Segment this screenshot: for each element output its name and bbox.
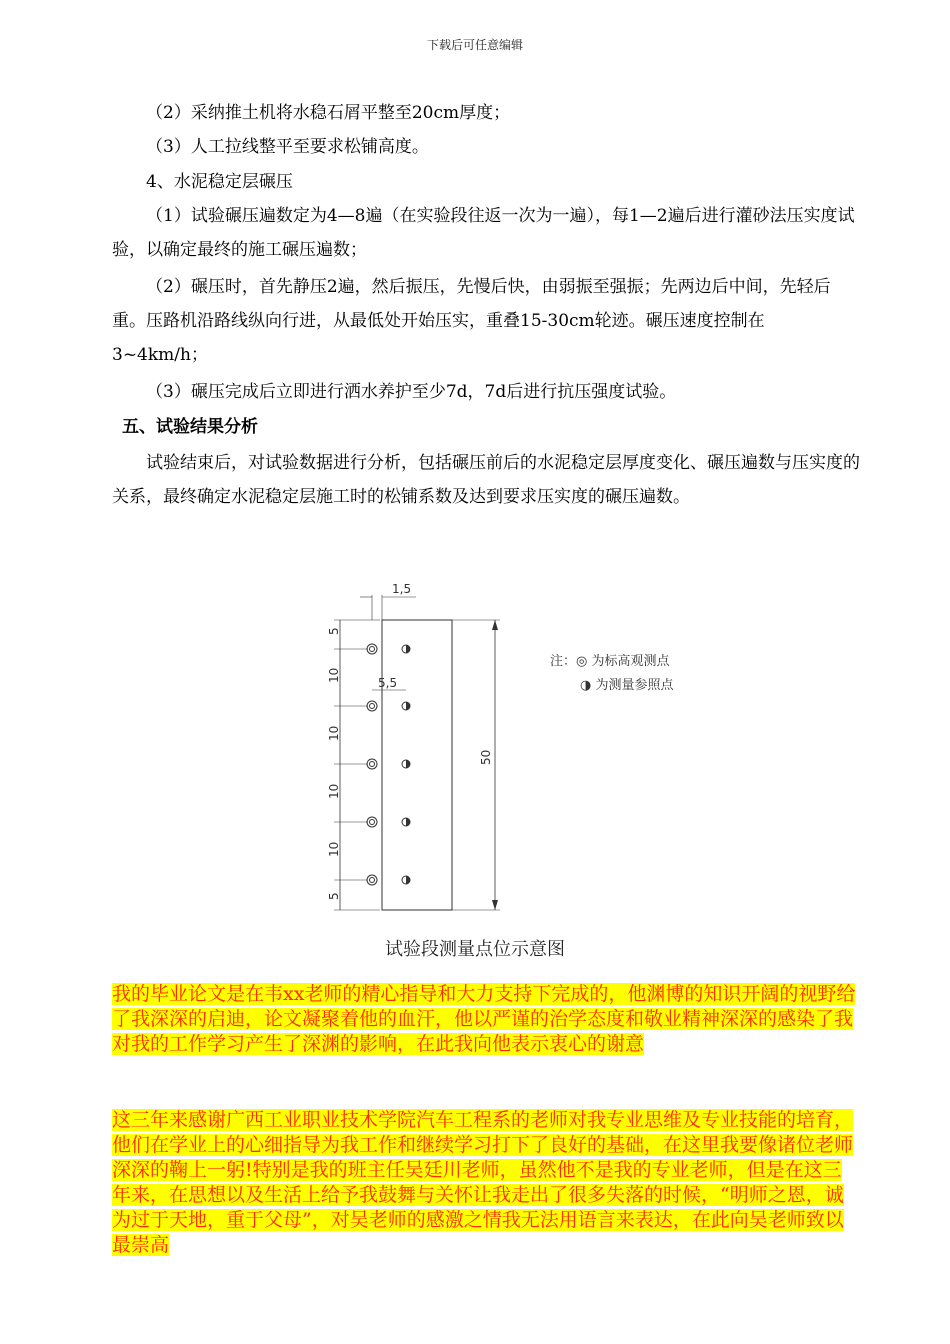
paragraph-compaction-3: （3）碾压完成后立即进行洒水养护至少7d，7d后进行抗压强度试验。 — [146, 382, 677, 402]
dim-left-4: 10 — [327, 783, 341, 799]
legend-half-text: 为测量参照点 — [595, 678, 674, 693]
elevation-point-inner-5 — [370, 878, 375, 883]
elevation-point-5 — [367, 875, 377, 885]
section-body: 试验结束后，对试验数据进行分析，包括碾压前后的水泥稳定层厚度变化、碾压遍数与压实度的关系，最终确定水泥稳定层施工时的松铺系数及达到要求压实度的碾压遍数。 — [112, 453, 860, 507]
subheading-compaction: 4、水泥稳定层碾压 — [146, 172, 293, 192]
dim-inner: 5,5 — [378, 676, 398, 690]
elevation-point-inner-2 — [370, 704, 375, 709]
paragraph-step-3: （3）人工拉线整平至要求松铺高度。 — [146, 137, 429, 157]
dim-left-5: 10 — [327, 841, 341, 857]
dim-total: 50 — [479, 749, 493, 765]
elevation-point-3 — [367, 759, 377, 769]
dim-left-2: 10 — [327, 667, 341, 683]
measurement-point-diagram — [320, 575, 740, 920]
paragraph-compaction-1: （1）试验碾压遍数定为4—8遍（在实验段往返一次为一遍），每1—2遍后进行灌砂法压实度试验，以确定最终的施工碾压遍数； — [112, 206, 855, 260]
elevation-point-inner-1 — [370, 647, 375, 652]
dim-left-3: 10 — [327, 725, 341, 741]
legend-prefix: 注： — [550, 654, 577, 669]
legend — [550, 650, 674, 698]
dim-top: 1,5 — [392, 582, 412, 596]
legend-half-row — [550, 674, 674, 698]
elevation-point-inner-3 — [370, 762, 375, 767]
elevation-point-4 — [367, 817, 377, 827]
section-heading: 五、试验结果分析 — [122, 417, 258, 437]
elevation-point-inner-4 — [370, 820, 375, 825]
elevation-point-icon: ◎ — [576, 654, 588, 669]
dim-left-6: 5 — [327, 892, 341, 900]
highlight-text-2: 这三年来感谢广西工业职业技术学院汽车工程系的老师对我专业思维及专业技能的培育，他们在学业上的心细指导为我工作和继续学习打下了良好的基础，在这里我要像诸位老师深深的鞠上一躬!特别是我的班主任吴廷川老师，虽然他不是我的专业老师，但是在这三年来，在思想以及生活上给予我鼓舞与关怀让我走出了很多失落的时候，“明师之恩，诚为过于天地，重于父母”，对吴老师的感激之情我无法用语言来表达，在此向吴老师致以最崇高 — [112, 1109, 854, 1256]
paragraph-compaction-2: （2）碾压时，首先静压2遍，然后振压，先慢后快，由弱振至强振；先两边后中间，先轻后重。压路机沿路线纵向行进，从最低处开始压实，重叠15-30cm轮迹。碾压速度控制在3~4km/h； — [112, 277, 831, 365]
elevation-point-2 — [367, 701, 377, 711]
figure-caption: 试验段测量点位示意图 — [385, 939, 565, 960]
elevation-point-1 — [367, 644, 377, 654]
legend-circle-row — [550, 650, 674, 674]
dim-left-1: 5 — [327, 627, 341, 635]
test-section-outline — [382, 620, 452, 910]
acknowledgement-paragraph-2 — [112, 1108, 860, 1258]
legend-circle-text: 为标高观测点 — [591, 654, 670, 669]
acknowledgement-paragraph-1 — [112, 982, 860, 1057]
paragraph-step-2: （2）采纳推土机将水稳石屑平整至20cm厚度； — [146, 103, 511, 123]
highlight-text-1: 我的毕业论文是在韦xx老师的精心指导和大力支持下完成的，他渊博的知识开阔的视野给了我深深的启迪，论文凝聚着他的血汗，他以严谨的治学态度和敬业精神深深的感染了我对我的工作学习产生了深渊的影响，在此我向他表示衷心的谢意 — [112, 983, 856, 1055]
reference-point-icon: ◑ — [580, 678, 592, 693]
page-header: 下载后可任意编辑 — [426, 38, 523, 52]
